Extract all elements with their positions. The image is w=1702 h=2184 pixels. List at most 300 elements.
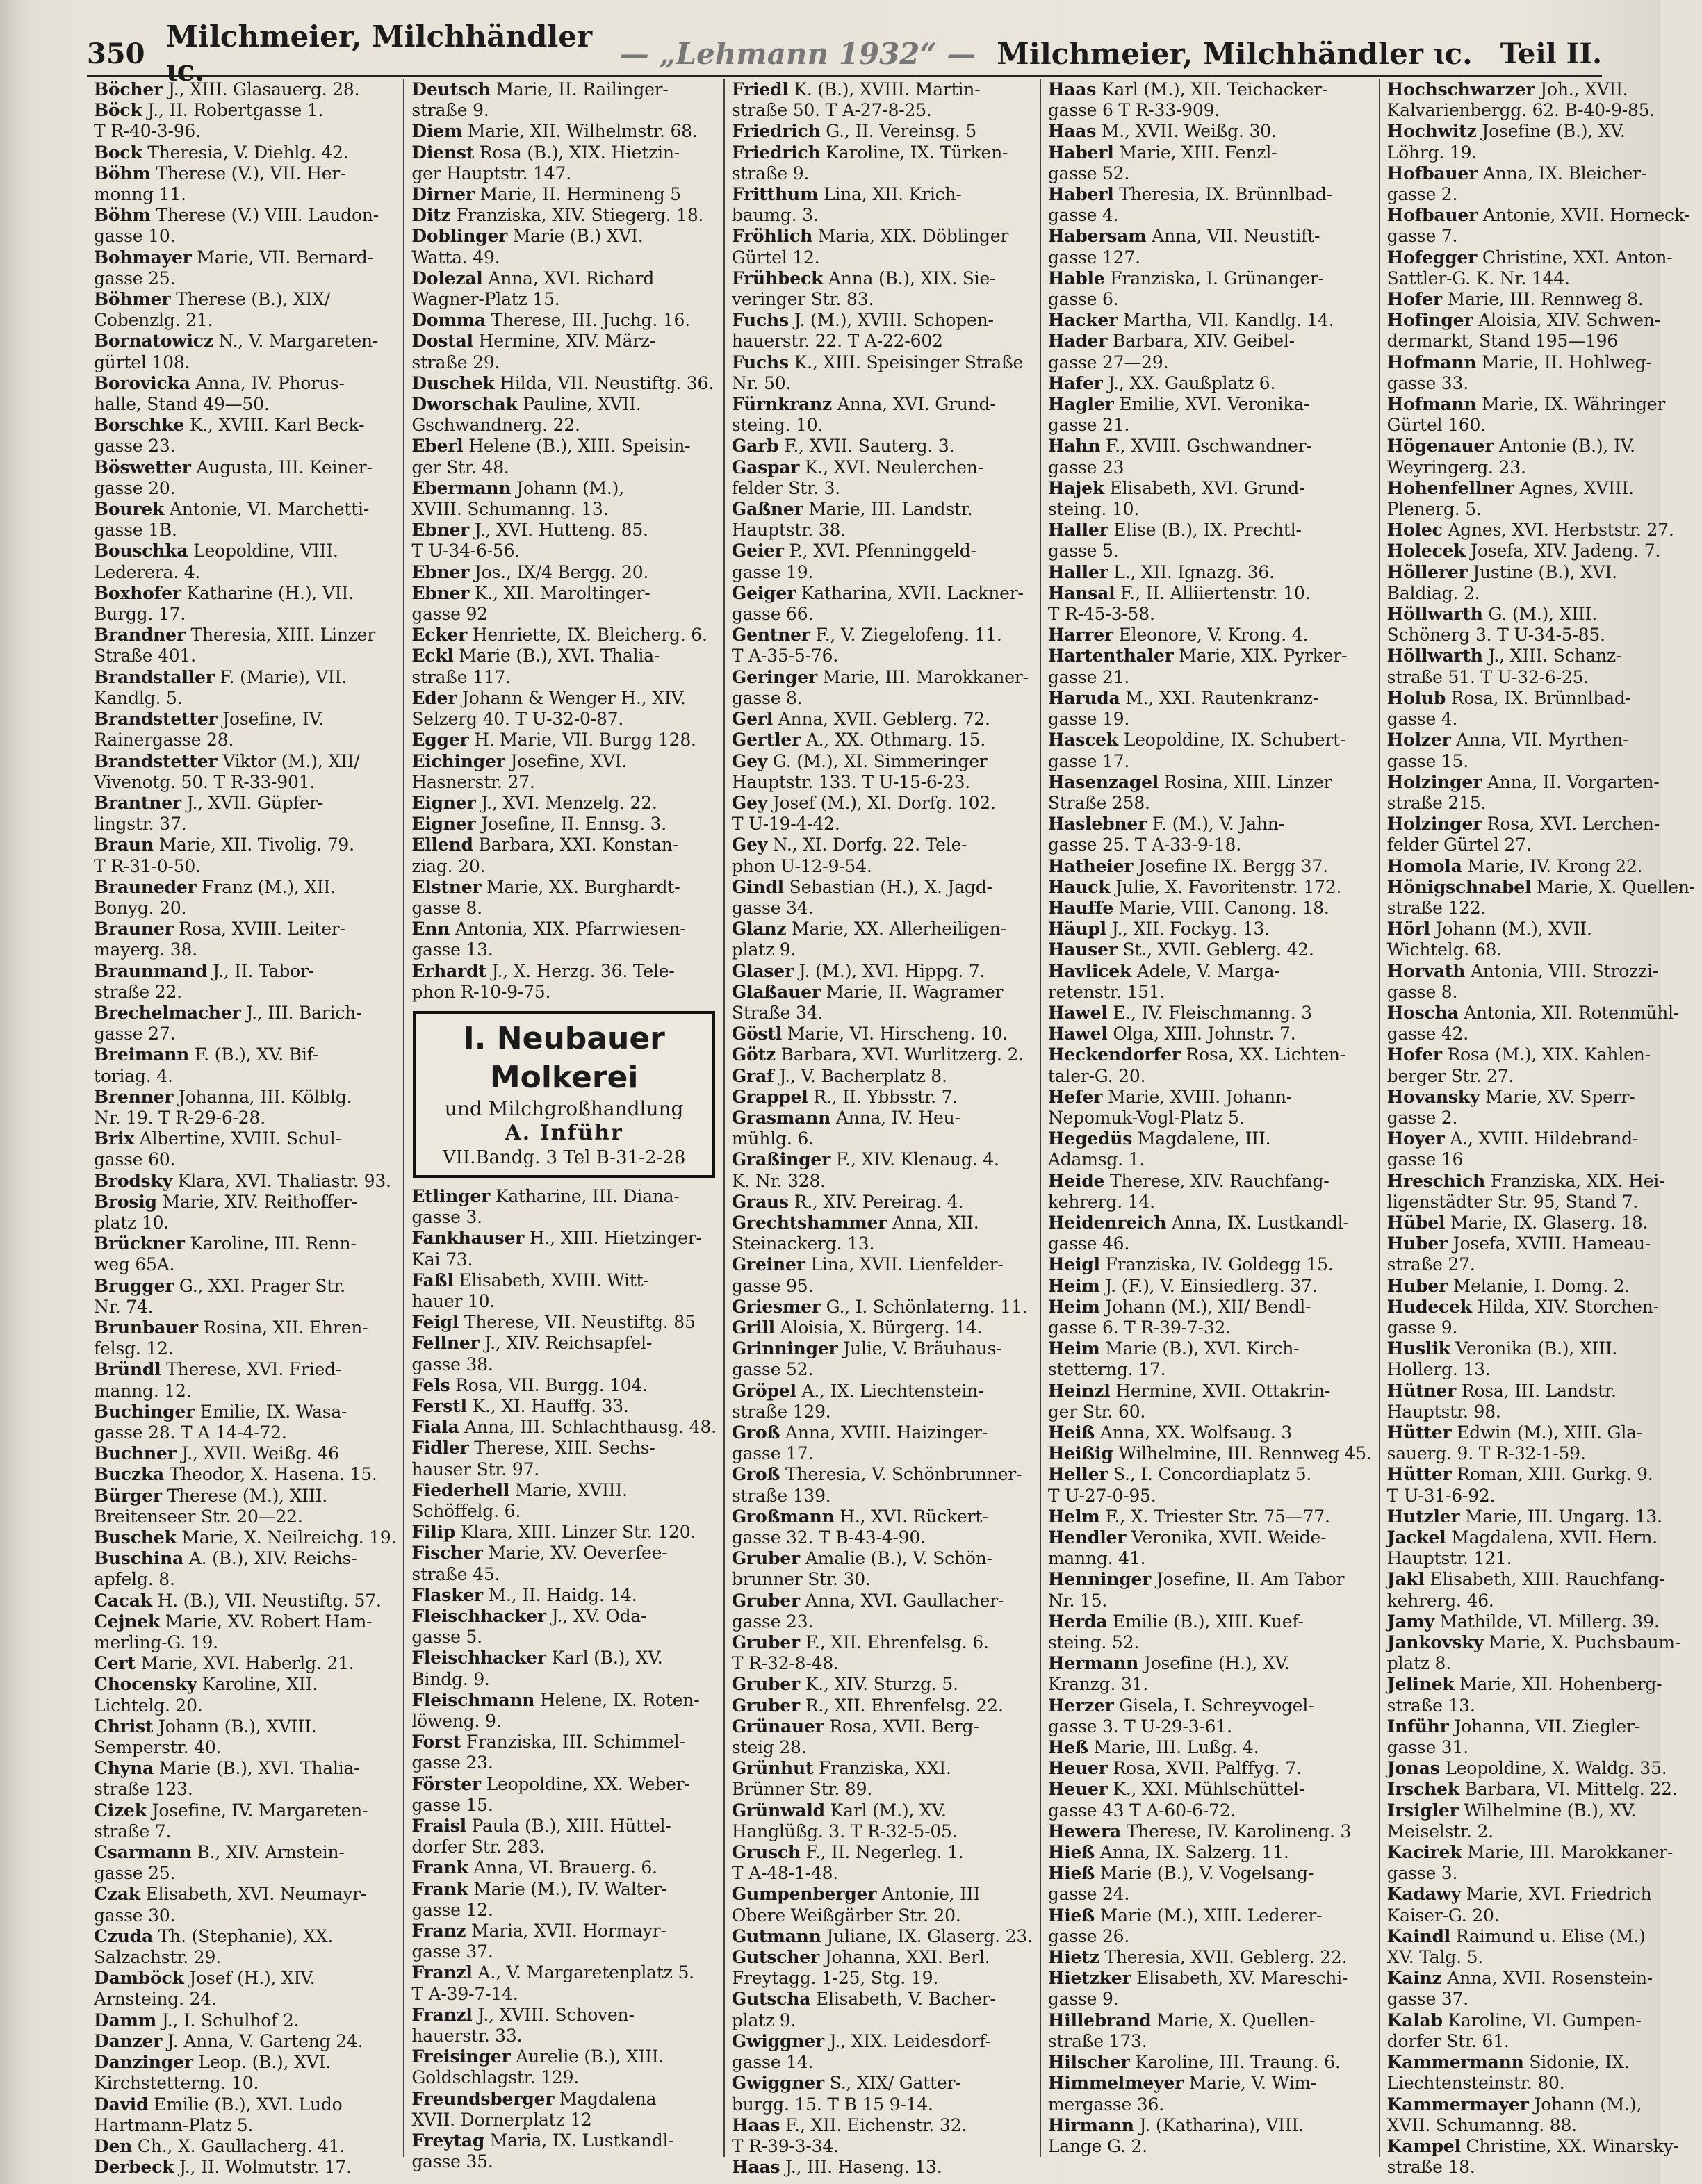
entry-surname: Frank bbox=[411, 1857, 468, 1878]
entry-surname: Erhardt bbox=[411, 960, 486, 981]
directory-entry: Hirmann J. (Katharina), VIII. bbox=[1047, 2115, 1304, 2135]
directory-entry: Czuda Th. (Stephanie), XX. bbox=[94, 1926, 334, 1946]
entry-surname: Hatheier bbox=[1047, 855, 1134, 876]
entry-continuation-line: gasse 28. T A 14-4-72. bbox=[94, 1422, 287, 1443]
entry-surname: Kammermayer bbox=[1386, 2094, 1529, 2115]
directory-entry: Gutscha Elisabeth, V. Bacher- bbox=[731, 1989, 996, 2010]
entry-surname: Gruber bbox=[731, 1674, 800, 1695]
entry-continuation-line: Brünner Str. 89. bbox=[731, 1779, 873, 1800]
directory-entry: Enn Antonia, XIX. Pfarrwiesen- bbox=[411, 919, 686, 939]
ad-subtitle: und Milchgroßhandlung bbox=[444, 1097, 684, 1120]
entry-continuation-line: T U-27-0-95. bbox=[1047, 1485, 1156, 1506]
entry-continuation-line: apfelg. 8. bbox=[94, 1569, 175, 1590]
entry-surname: Heß bbox=[1047, 1737, 1088, 1758]
directory-entry: Dworschak Pauline, XVII. bbox=[411, 394, 641, 415]
entry-surname: Hirmann bbox=[1047, 2115, 1134, 2135]
entry-continuation-line: straße 18. bbox=[1386, 2157, 1475, 2178]
entry-surname: Hasenzagel bbox=[1047, 771, 1159, 792]
entry-surname: Haas bbox=[1047, 79, 1097, 99]
directory-entry: Kacirek Marie, III. Marokkaner- bbox=[1386, 1842, 1674, 1863]
directory-entry: Bürger Therese (M.), XIII. bbox=[94, 1485, 327, 1506]
entry-surname: Fels bbox=[411, 1374, 450, 1395]
directory-entry: Hörl Johann (M.), XVII. bbox=[1386, 919, 1592, 939]
directory-entry: Hasenzagel Rosina, XIII. Linzer bbox=[1047, 771, 1332, 792]
entry-continuation-line: Goldschlagstr. 129. bbox=[411, 2067, 580, 2088]
entry-surname: Heim bbox=[1047, 1338, 1100, 1359]
entry-surname: Dolezal bbox=[411, 268, 483, 288]
entry-surname: Jelinek bbox=[1386, 1674, 1455, 1695]
directory-entry: Garb F., XVII. Sauterg. 3. bbox=[731, 436, 955, 457]
entry-surname: Böswetter bbox=[94, 457, 191, 477]
entry-surname: Christ bbox=[94, 1716, 154, 1736]
entry-continuation-line: straße 13. bbox=[1386, 1695, 1475, 1716]
directory-entry: Gumpenberger Antonie, III bbox=[731, 1884, 981, 1905]
entry-surname: Jankovsky bbox=[1386, 1632, 1484, 1653]
entry-continuation-line: gasse 4. bbox=[1047, 205, 1119, 226]
directory-entry: Hieß Marie (M.), XIII. Lederer- bbox=[1047, 1905, 1323, 1926]
directory-entry: Hacker Martha, VII. Kandlg. 14. bbox=[1047, 310, 1334, 331]
directory-entry: Gruber R., XII. Ehrenfelsg. 22. bbox=[731, 1695, 1004, 1716]
ad-address: VII.Bandg. 3 Tel B-31-2-28 bbox=[442, 1147, 686, 1168]
entry-surname: Feigl bbox=[411, 1312, 459, 1333]
entry-surname: Hreschich bbox=[1386, 1170, 1485, 1191]
entry-surname: Hovansky bbox=[1386, 1086, 1480, 1107]
entry-surname: Ebner bbox=[411, 520, 470, 541]
entry-surname: Hütter bbox=[1386, 1464, 1452, 1485]
directory-entry: Eberl Helene (B.), XIII. Speisin- bbox=[411, 436, 691, 457]
entry-surname: Hudecek bbox=[1386, 1296, 1472, 1317]
entry-surname: Borschke bbox=[94, 415, 185, 436]
directory-entry: Henninger Josefine, II. Am Tabor bbox=[1047, 1569, 1345, 1590]
entry-continuation-line: gasse 9. bbox=[1047, 1989, 1119, 2010]
entry-surname: Hofbauer bbox=[1386, 163, 1478, 183]
directory-entry: Buschek Marie, X. Neilreichg. 19. bbox=[94, 1527, 397, 1548]
entry-continuation-line: steing. 52. bbox=[1047, 1632, 1140, 1653]
entry-surname: Hawel bbox=[1047, 1024, 1108, 1044]
entry-continuation-line: Salzachstr. 29. bbox=[94, 1947, 221, 1968]
entry-continuation-line: straße 139. bbox=[731, 1485, 831, 1506]
entry-continuation-line: Straße 401. bbox=[94, 646, 196, 666]
entry-surname: Dirner bbox=[411, 184, 475, 205]
entry-continuation-line: Lederera. 4. bbox=[94, 561, 201, 582]
entry-continuation-line: straße 122. bbox=[1386, 897, 1487, 918]
entry-continuation-line: hauser Str. 97. bbox=[411, 1459, 540, 1479]
entry-surname: Groß bbox=[731, 1464, 780, 1485]
entry-continuation-line: monng 11. bbox=[94, 184, 186, 205]
entry-surname: Heidenreich bbox=[1047, 1212, 1167, 1233]
entry-surname: Egger bbox=[411, 730, 469, 750]
entry-surname: Ditz bbox=[411, 205, 451, 226]
entry-continuation-line: lingstr. 37. bbox=[94, 814, 187, 835]
entry-surname: Derbeck bbox=[94, 2157, 174, 2178]
entry-continuation-line: toriag. 4. bbox=[94, 1065, 173, 1086]
entry-surname: Damböck bbox=[94, 1968, 184, 1989]
directory-entry: Czak Elisabeth, XVI. Neumayr- bbox=[94, 1884, 367, 1905]
directory-entry: Kammermayer Johann (M.), bbox=[1386, 2094, 1642, 2115]
entry-surname: Grünhut bbox=[731, 1758, 814, 1779]
entry-surname: Chocensky bbox=[94, 1674, 197, 1695]
entry-continuation-line: gasse 8. bbox=[731, 687, 803, 708]
entry-continuation-line: Liechtensteinstr. 80. bbox=[1386, 2073, 1565, 2094]
entry-surname: Geiger bbox=[731, 582, 796, 603]
directory-entry: Friedrich G., II. Vereinsg. 5 bbox=[731, 121, 977, 142]
directory-entry: Herda Emilie (B.), XIII. Kuef- bbox=[1047, 1611, 1304, 1632]
directory-entry: Derbeck J., II. Wolmutstr. 17. bbox=[94, 2157, 352, 2178]
entry-continuation-line: gasse 1B. bbox=[94, 520, 177, 541]
directory-entry: Hafer J., XX. Gaußplatz 6. bbox=[1047, 372, 1276, 393]
directory-entry: Hochschwarzer Joh., XVII. bbox=[1386, 79, 1628, 99]
entry-continuation-line: Nr. 15. bbox=[1047, 1590, 1108, 1611]
entry-surname: Hütner bbox=[1386, 1380, 1457, 1401]
entry-continuation-line: hauerstr. 33. bbox=[411, 2026, 523, 2046]
entry-continuation-line: Adamsg. 1. bbox=[1047, 1149, 1145, 1170]
entry-surname: Friedrich bbox=[731, 121, 821, 142]
entry-surname: Hofmann bbox=[1386, 394, 1477, 415]
entry-continuation-line: gasse 30. bbox=[94, 1905, 176, 1926]
entry-continuation-line: straße 173. bbox=[1047, 2030, 1147, 2051]
entry-surname: Haberl bbox=[1047, 142, 1114, 163]
entry-surname: Glanz bbox=[731, 919, 787, 939]
entry-surname: Grünwald bbox=[731, 1800, 825, 1821]
directory-entry: Hewera Therese, IV. Karolineng. 3 bbox=[1047, 1821, 1352, 1841]
entry-surname: Holec bbox=[1386, 520, 1443, 541]
entry-continuation-line: steing. 10. bbox=[1047, 499, 1140, 520]
entry-continuation-line: platz 10. bbox=[94, 1212, 170, 1233]
entry-continuation-line: Lichtelg. 20. bbox=[94, 1695, 203, 1716]
entry-continuation-line: burgg. 15. T B 15 9-14. bbox=[731, 2094, 933, 2115]
entry-surname: Kacirek bbox=[1386, 1842, 1462, 1863]
directory-entry: Brunbauer Rosina, XII. Ehren- bbox=[94, 1317, 368, 1338]
entry-continuation-line: T R-40-3-96. bbox=[94, 121, 201, 142]
directory-entry: Erhardt J., X. Herzg. 36. Tele- bbox=[411, 960, 675, 981]
directory-entry: Heller S., I. Concordiaplatz 5. bbox=[1047, 1464, 1312, 1485]
directory-entry: Chyna Marie (B.), XVI. Thalia- bbox=[94, 1758, 360, 1779]
entry-continuation-line: gasse 8. bbox=[1386, 981, 1458, 1002]
entry-surname: Csarmann bbox=[94, 1842, 192, 1863]
entry-surname: Heuer bbox=[1047, 1758, 1108, 1779]
column-2 bbox=[404, 79, 725, 2172]
directory-entry: Egger H. Marie, VII. Burgg 128. bbox=[411, 730, 696, 750]
directory-entry: Holzinger Rosa, XVI. Lerchen- bbox=[1386, 814, 1660, 835]
entry-continuation-line: T R-45-3-58. bbox=[1047, 604, 1155, 625]
entry-surname: Graf bbox=[731, 1065, 774, 1086]
entry-surname: Cejnek bbox=[94, 1611, 161, 1632]
directory-entry: Danzinger Leop. (B.), XVI. bbox=[94, 2052, 331, 2073]
entry-surname: Eckl bbox=[411, 646, 454, 666]
entry-surname: Graus bbox=[731, 1191, 789, 1212]
directory-entry: Böhm Therese (V.), VII. Her- bbox=[94, 163, 346, 183]
entry-continuation-line: T U-31-6-92. bbox=[1386, 1485, 1496, 1506]
entry-surname: Etlinger bbox=[411, 1185, 491, 1206]
entry-surname: Haas bbox=[731, 2157, 780, 2178]
directory-entry: Fleischhacker Karl (B.), XV. bbox=[411, 1648, 663, 1668]
directory-entry: Gaspar K., XVI. Neulerchen- bbox=[731, 457, 984, 477]
entry-surname: Kaindl bbox=[1386, 1926, 1451, 1946]
entry-surname: Gaßner bbox=[731, 499, 803, 520]
directory-entry: Fröhlich Maria, XIX. Döblinger bbox=[731, 226, 1009, 247]
entry-surname: Hofmann bbox=[1386, 352, 1477, 372]
entry-surname: Hörl bbox=[1386, 919, 1430, 939]
entry-surname: Fellner bbox=[411, 1333, 480, 1354]
entry-surname: Böhm bbox=[94, 163, 151, 183]
directory-entry: Frank Marie (M.), IV. Walter- bbox=[411, 1878, 667, 1899]
entry-surname: Gey bbox=[731, 792, 768, 813]
directory-entry: Hoscha Antonia, XII. Rotenmühl- bbox=[1386, 1002, 1680, 1023]
entry-continuation-line: weg 65A. bbox=[94, 1254, 175, 1275]
directory-entry: Fiederhell Marie, XVIII. bbox=[411, 1479, 628, 1500]
entry-continuation-line: mühlg. 6. bbox=[731, 1128, 814, 1149]
entry-continuation-line: Kirchstetterng. 10. bbox=[94, 2073, 259, 2094]
entry-surname: Ferstl bbox=[411, 1395, 467, 1416]
entry-continuation-line: gasse 52. bbox=[1047, 163, 1130, 183]
directory-entry: Hansal F., II. Alliiertenstr. 10. bbox=[1047, 582, 1311, 603]
entry-surname: Höllwarth bbox=[1386, 604, 1483, 625]
entry-continuation-line: retenstr. 151. bbox=[1047, 981, 1165, 1002]
directory-entry: Jelinek Marie, XII. Hohenberg- bbox=[1386, 1674, 1662, 1695]
directory-entry: Holec Agnes, XVI. Herbststr. 27. bbox=[1386, 520, 1674, 541]
directory-entry: Bohmayer Marie, VII. Bernard- bbox=[94, 247, 373, 268]
entry-continuation-line: dermarkt, Stand 195—196 bbox=[1386, 331, 1619, 352]
directory-entry: Irsigler Wilhelmine (B.), XV. bbox=[1386, 1800, 1637, 1821]
entry-continuation-line: gasse 3. T U-29-3-61. bbox=[1047, 1716, 1232, 1736]
directory-entry: Fürnkranz Anna, XVI. Grund- bbox=[731, 394, 996, 415]
entry-surname: Danzinger bbox=[94, 2052, 193, 2073]
directory-entry: Cejnek Marie, XV. Robert Ham- bbox=[94, 1611, 373, 1632]
entry-continuation-line: gasse 25. bbox=[94, 268, 176, 288]
directory-entry: Hauser St., XVII. Geblerg. 42. bbox=[1047, 939, 1314, 960]
column-5 bbox=[1380, 79, 1702, 2178]
directory-entry: Cert Marie, XVI. Haberlg. 21. bbox=[94, 1653, 354, 1674]
entry-surname: Hieß bbox=[1047, 1842, 1095, 1863]
entry-continuation-line: dorfer Str. 283. bbox=[411, 1837, 546, 1857]
entry-continuation-line: platz 8. bbox=[1386, 1653, 1451, 1674]
directory-entry: Hütter Edwin (M.), XIII. Gla- bbox=[1386, 1422, 1643, 1443]
directory-entry: Deutsch Marie, II. Railinger- bbox=[411, 79, 669, 99]
entry-surname: Kalab bbox=[1386, 2010, 1443, 2030]
directory-entry: Jackel Magdalena, XVII. Hern. bbox=[1386, 1527, 1658, 1548]
directory-entry: Fuchs K., XIII. Speisinger Straße bbox=[731, 352, 1024, 372]
entry-continuation-line: Schöffelg. 6. bbox=[411, 1500, 521, 1521]
entry-continuation-line: halle, Stand 49—50. bbox=[94, 394, 270, 415]
entry-continuation-line: gasse 46. bbox=[1047, 1233, 1130, 1254]
directory-entry: Heuer Rosa, XVII. Palffyg. 7. bbox=[1047, 1758, 1302, 1779]
entry-continuation-line: Wichtelg. 68. bbox=[1386, 939, 1502, 960]
entry-continuation-line: Hanglüßg. 3. T R-32-5-05. bbox=[731, 1821, 958, 1841]
entry-continuation-line: gasse 66. bbox=[731, 604, 814, 625]
directory-entry: Ellend Barbara, XXI. Konstan- bbox=[411, 835, 678, 855]
entry-continuation-line: phon U-12-9-54. bbox=[731, 855, 872, 876]
entry-continuation-line: mayerg. 38. bbox=[94, 939, 197, 960]
directory-entry: Damm J., I. Schulhof 2. bbox=[94, 2010, 300, 2030]
entry-surname: Hönigschnabel bbox=[1386, 876, 1532, 897]
directory-entry: Feigl Therese, VII. Neustiftg. 85 bbox=[411, 1312, 696, 1333]
directory-entry: Etlinger Katharine, III. Diana- bbox=[411, 1185, 680, 1206]
entry-continuation-line: gasse 5. bbox=[411, 1627, 482, 1648]
entry-surname: Hofinger bbox=[1386, 310, 1473, 331]
entry-continuation-line: Weyringerg. 23. bbox=[1386, 457, 1526, 477]
entry-continuation-line: steig 28. bbox=[731, 1737, 807, 1758]
directory-entry: Hutzler Marie, III. Ungarg. 13. bbox=[1386, 1506, 1662, 1527]
directory-entry: Borovicka Anna, IV. Phorus- bbox=[94, 372, 345, 393]
entry-continuation-line: Gürtel 160. bbox=[1386, 415, 1486, 436]
directory-entry: Gindl Sebastian (H.), X. Jagd- bbox=[731, 876, 992, 897]
directory-entry: Hütter Roman, XIII. Gurkg. 9. bbox=[1386, 1464, 1653, 1485]
entry-surname: Fiala bbox=[411, 1417, 459, 1438]
entry-continuation-line: Watta. 49. bbox=[411, 247, 500, 268]
entry-surname: Enn bbox=[411, 919, 450, 939]
directory-entry: Fritthum Lina, XII. Krich- bbox=[731, 184, 962, 205]
directory-entry: Harrer Eleonore, V. Krong. 4. bbox=[1047, 625, 1309, 646]
entry-continuation-line: gasse 43 T A-60-6-72. bbox=[1047, 1800, 1236, 1821]
directory-entry: Jonas Leopoldine, X. Waldg. 35. bbox=[1386, 1758, 1667, 1779]
entry-surname: Chyna bbox=[94, 1758, 154, 1779]
entry-surname: Heim bbox=[1047, 1275, 1100, 1296]
directory-entry: Gwiggner J., XIX. Leidesdorf- bbox=[731, 2030, 991, 2051]
directory-entry: Grünauer Rosa, XVII. Berg- bbox=[731, 1716, 979, 1736]
directory-entry: Hawel E., IV. Fleischmanng. 3 bbox=[1047, 1002, 1312, 1023]
entry-surname: Gutmann bbox=[731, 1926, 821, 1946]
entry-surname: Heißig bbox=[1047, 1443, 1113, 1464]
entry-surname: Frühbeck bbox=[731, 268, 824, 288]
entry-continuation-line: Lange G. 2. bbox=[1047, 2135, 1147, 2156]
entry-surname: Henninger bbox=[1047, 1569, 1152, 1590]
directory-entry: Fischer Marie, XV. Oeverfee- bbox=[411, 1543, 668, 1563]
entry-surname: Gruber bbox=[731, 1590, 800, 1611]
entry-surname: Buczka bbox=[94, 1464, 165, 1485]
entry-surname: Homola bbox=[1386, 855, 1462, 876]
entry-surname: Heide bbox=[1047, 1170, 1105, 1191]
entry-surname: Filip bbox=[411, 1522, 456, 1543]
entry-continuation-line: ligenstädter Str. 95, Stand 7. bbox=[1386, 1191, 1639, 1212]
entry-continuation-line: Hauptstr. 121. bbox=[1386, 1548, 1512, 1569]
entry-continuation-line: gasse 17. bbox=[731, 1443, 814, 1464]
directory-entry: Huber Melanie, I. Domg. 2. bbox=[1386, 1275, 1630, 1296]
directory-entry: Ditz Franziska, XIV. Stiegerg. 18. bbox=[411, 205, 704, 226]
directory-entry: Ebner J., XVI. Hutteng. 85. bbox=[411, 520, 648, 541]
directory-entry: Forst Franziska, III. Schimmel- bbox=[411, 1732, 685, 1752]
entry-continuation-line: Nepomuk-Vogl-Platz 5. bbox=[1047, 1107, 1245, 1128]
entry-continuation-line: gasse 15. bbox=[411, 1794, 493, 1815]
entry-surname: Dienst bbox=[411, 142, 475, 163]
directory-entry: Freundsberger Magdalena bbox=[411, 2088, 657, 2109]
directory-entry: Brodsky Klara, XVI. Thaliastr. 93. bbox=[94, 1170, 391, 1191]
entry-surname: Damm bbox=[94, 2010, 156, 2030]
directory-entry: Gertler A., XX. Othmarg. 15. bbox=[731, 730, 986, 750]
running-title-right: Milchmeier, Milchhändler ɩc. bbox=[997, 36, 1473, 71]
directory-entry: Domma Therese, III. Juchg. 16. bbox=[411, 310, 691, 331]
directory-entry: Franz Maria, XVII. Hormayr- bbox=[411, 1921, 666, 1941]
directory-entry: Haller Elise (B.), IX. Prechtl- bbox=[1047, 520, 1302, 541]
directory-entry: Graf J., V. Bacherplatz 8. bbox=[731, 1065, 947, 1086]
entry-surname: Fiederhell bbox=[411, 1479, 510, 1500]
entry-surname: Hutzler bbox=[1386, 1506, 1460, 1527]
entry-continuation-line: Hauptstr. 133. T U-15-6-23. bbox=[731, 771, 971, 792]
directory-entry: Haas Karl (M.), XII. Teichacker- bbox=[1047, 79, 1328, 99]
directory-entry: Danzer J. Anna, V. Garteng 24. bbox=[94, 2030, 363, 2051]
entry-continuation-line: gasse 17. bbox=[1047, 750, 1130, 771]
entry-continuation-line: Vivenotg. 50. T R-33-901. bbox=[94, 771, 316, 792]
directory-entry: Dienst Rosa (B.), XIX. Hietzin- bbox=[411, 142, 680, 163]
directory-entry: Haslebner F. (M.), V. Jahn- bbox=[1047, 814, 1284, 835]
entry-surname: Kainz bbox=[1386, 1968, 1442, 1989]
entry-surname: Brantner bbox=[94, 792, 181, 813]
entry-surname: Grappel bbox=[731, 1086, 808, 1107]
entry-continuation-line: gasse 6. bbox=[1047, 289, 1119, 310]
directory-entry: Heckendorfer Rosa, XX. Lichten- bbox=[1047, 1044, 1345, 1065]
directory-entry: Cizek Josefine, IV. Margareten- bbox=[94, 1800, 368, 1821]
entry-continuation-line: Bonyg. 20. bbox=[94, 897, 187, 918]
entry-continuation-line: berger Str. 27. bbox=[1386, 1065, 1514, 1086]
entry-surname: Flasker bbox=[411, 1584, 483, 1605]
directory-entry: Hieß Marie (B.), V. Vogelsang- bbox=[1047, 1863, 1314, 1884]
entry-continuation-line: gasse 31. bbox=[1386, 1737, 1468, 1758]
directory-columns bbox=[87, 79, 1695, 2178]
directory-entry: Hofbauer Anna, IX. Bleicher- bbox=[1386, 163, 1647, 183]
directory-entry: Geringer Marie, III. Marokkaner- bbox=[731, 666, 1029, 687]
entry-surname: Gindl bbox=[731, 876, 784, 897]
column-4 bbox=[1041, 79, 1380, 2157]
entry-surname: Braunmand bbox=[94, 960, 208, 981]
entry-surname: Gröpel bbox=[731, 1380, 796, 1401]
directory-entry: Hofmann Marie, II. Hohlweg- bbox=[1386, 352, 1652, 372]
entry-continuation-line: straße 123. bbox=[94, 1779, 193, 1800]
entry-surname: Kadawy bbox=[1386, 1884, 1462, 1905]
publication-title: — „Lehmann 1932“ — bbox=[619, 36, 976, 71]
entry-surname: Eigner bbox=[411, 792, 476, 813]
entry-continuation-line: Nr. 50. bbox=[731, 372, 792, 393]
entry-surname: Huslik bbox=[1386, 1338, 1450, 1359]
entry-surname: Hagler bbox=[1047, 394, 1114, 415]
entry-continuation-line: gasse 12. bbox=[411, 1899, 493, 1920]
entry-continuation-line: gasse 6. T R-39-7-32. bbox=[1047, 1317, 1232, 1338]
directory-entry: Fleischhacker J., XV. Oda- bbox=[411, 1606, 647, 1626]
entry-surname: Frank bbox=[411, 1878, 468, 1899]
entry-surname: Huber bbox=[1386, 1275, 1448, 1296]
entry-surname: Bründl bbox=[94, 1359, 161, 1380]
directory-entry: Brugger G., XXI. Prager Str. bbox=[94, 1275, 345, 1296]
entry-surname: Ellend bbox=[411, 835, 473, 855]
entry-continuation-line: gasse 33. bbox=[1386, 372, 1468, 393]
directory-entry: Kalab Karoline, VI. Gumpen- bbox=[1386, 2010, 1642, 2030]
directory-entry: Eigner Josefine, II. Ennsg. 3. bbox=[411, 814, 667, 835]
entry-continuation-line: dorfer Str. 61. bbox=[1386, 2030, 1509, 2051]
entry-continuation-line: gasse 7. bbox=[1386, 226, 1458, 247]
entry-surname: Herzer bbox=[1047, 1695, 1114, 1716]
entry-surname: Hahn bbox=[1047, 436, 1101, 457]
entry-surname: Freytag bbox=[411, 2130, 485, 2151]
entry-continuation-line: XV. Talg. 5. bbox=[1386, 1947, 1484, 1968]
directory-entry: Häupl J., XII. Fockyg. 13. bbox=[1047, 919, 1270, 939]
directory-entry: Brückner Karoline, III. Renn- bbox=[94, 1233, 357, 1254]
directory-entry: Haller L., XII. Ignazg. 36. bbox=[1047, 561, 1275, 582]
directory-entry: Eichinger Josefine, XVI. bbox=[411, 750, 628, 771]
entry-surname: Breimann bbox=[94, 1044, 190, 1065]
entry-continuation-line: steing. 10. bbox=[731, 415, 824, 436]
entry-continuation-line: ger Str. 60. bbox=[1047, 1401, 1146, 1422]
entry-surname: Heckendorfer bbox=[1047, 1044, 1181, 1065]
directory-entry: Heide Therese, XIV. Rauchfang- bbox=[1047, 1170, 1329, 1191]
entry-surname: Eberl bbox=[411, 436, 464, 457]
entry-surname: Czuda bbox=[94, 1926, 153, 1946]
entry-surname: Bohmayer bbox=[94, 247, 192, 268]
directory-entry: Jamy Mathilde, VI. Millerg. 39. bbox=[1386, 1611, 1660, 1632]
entry-surname: Höllerer bbox=[1386, 561, 1468, 582]
directory-entry: Hreschich Franziska, XIX. Hei- bbox=[1386, 1170, 1665, 1191]
entry-surname: Hofer bbox=[1386, 289, 1442, 310]
directory-entry: Göstl Marie, VI. Hirscheng. 10. bbox=[731, 1024, 1008, 1044]
entry-surname: Cacak bbox=[94, 1590, 152, 1611]
entry-surname: Bock bbox=[94, 142, 142, 163]
